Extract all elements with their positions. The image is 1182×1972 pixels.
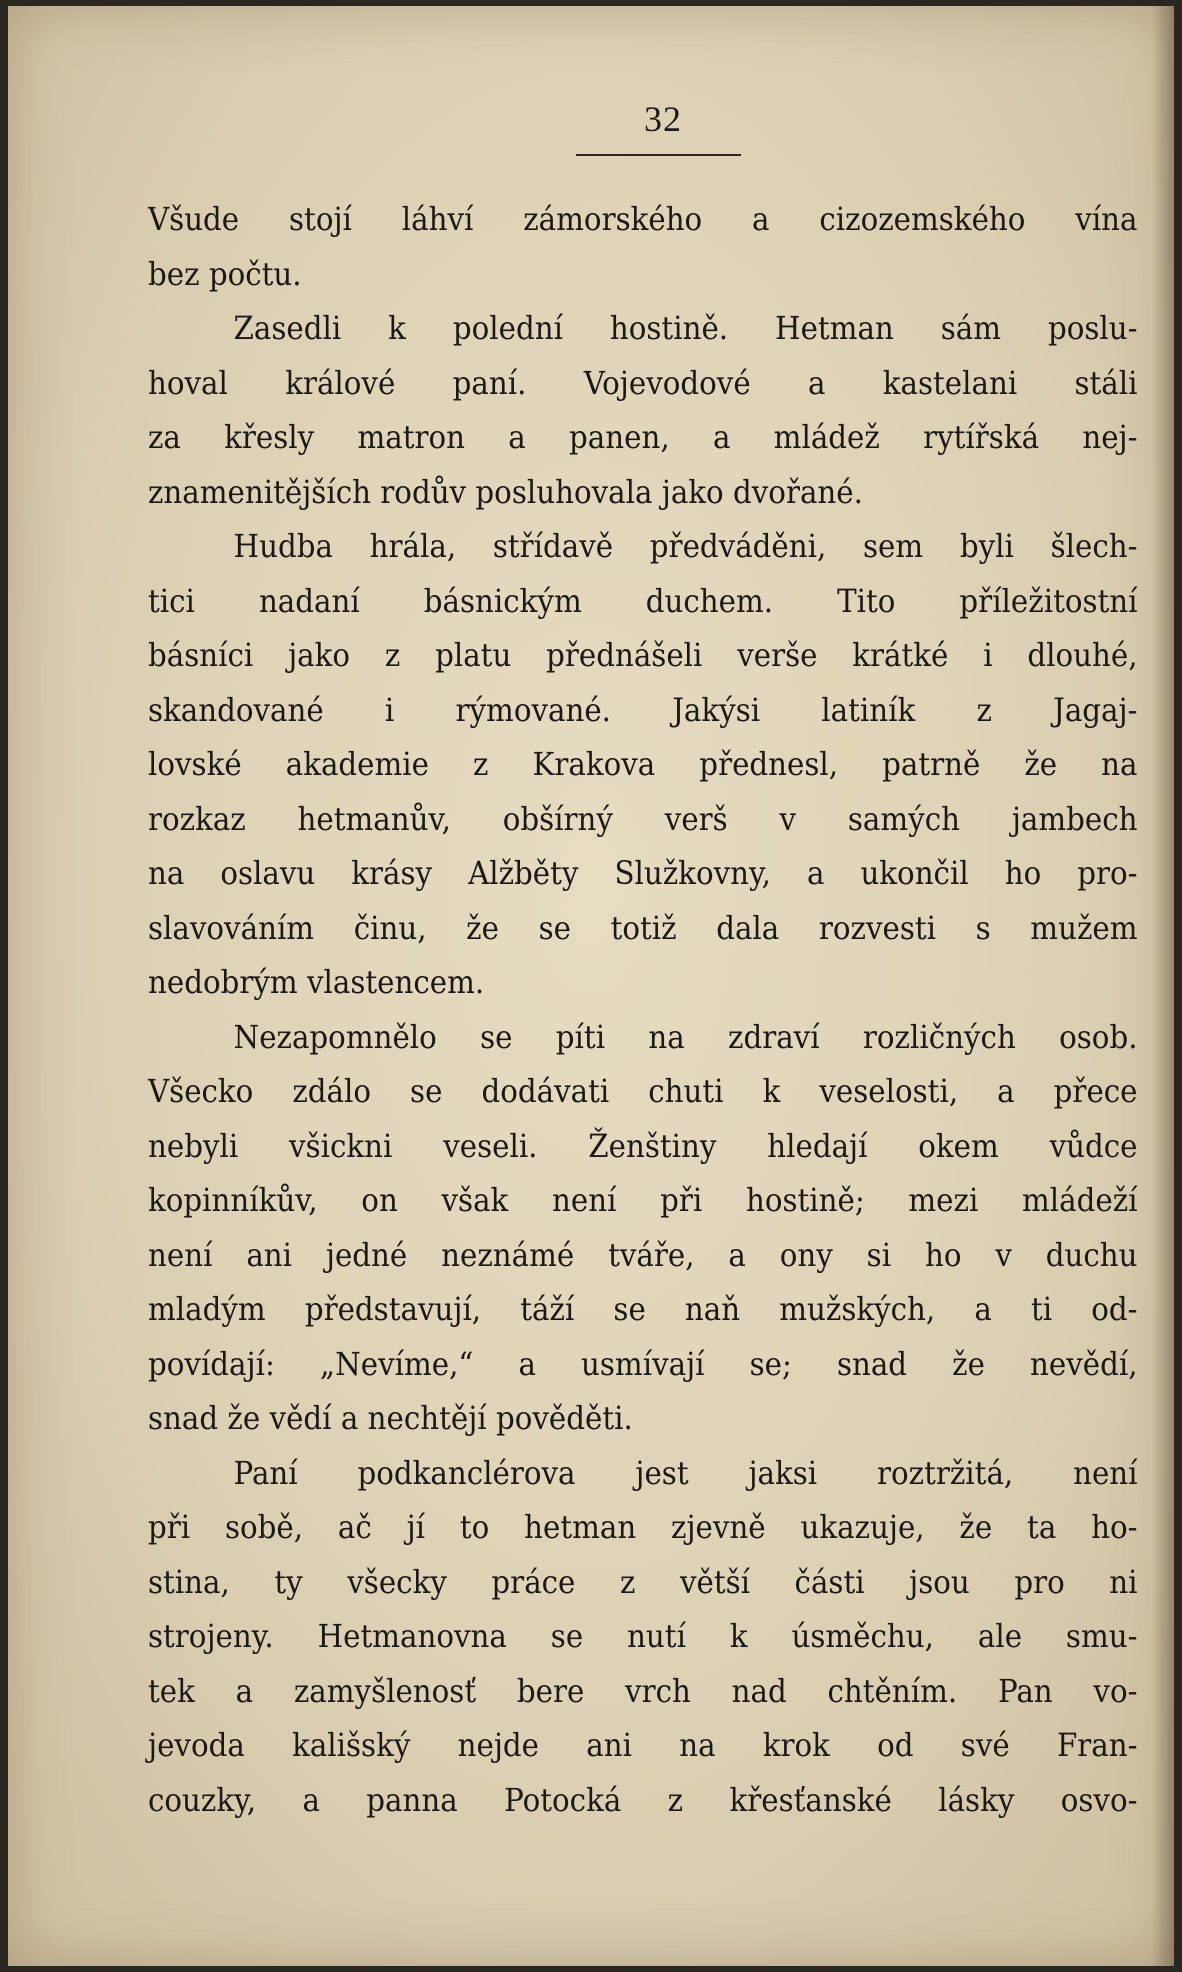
page-edge-shadow — [1152, 6, 1174, 1966]
text-line: couzky, a panna Potocká z křesťanské lásky osvo- — [148, 1782, 1138, 1819]
text-line: kopinníkův, on však není při hostině; mezi mládeží — [148, 1183, 1138, 1219]
text-line: Všude stojí láhví zámorského a cizozemského vína — [148, 202, 1138, 238]
text-line: při sobě, ač jí to hetman zjevně ukazuje, že ta ho- — [148, 1510, 1138, 1546]
text-line: znamenitějších rodův posluhovala jako dvořané. — [148, 474, 863, 511]
text-line: Hudba hrála, střídavě předváděni, sem byli šlech- — [233, 529, 1138, 565]
text-line: není ani jedné neznámé tváře, a ony si ho v duchu — [148, 1237, 1138, 1274]
text-line: tici nadaní básnickým duchem. Tito příležitostní — [148, 583, 1138, 620]
page-text-body — [148, 193, 1138, 1828]
text-line: jevoda kališský nejde ani na krok od své Fran- — [148, 1728, 1138, 1764]
text-line: na oslavu krásy Alžběty Služkovny, a ukončil ho pro- — [148, 856, 1138, 892]
text-line: Zasedli k polední hostině. Hetman sám poslu- — [233, 311, 1138, 347]
text-line: nebyli všickni veseli. Ženštiny hledají okem vůdce — [148, 1128, 1138, 1165]
page-number: 32 — [644, 99, 682, 139]
text-line: povídají: „Nevíme,“ a usmívají se; snad že nevědí, — [148, 1346, 1138, 1383]
text-line: Paní podkanclérova jest jaksi roztržitá, není — [233, 1455, 1138, 1492]
text-line: Nezapomnělo se píti na zdraví rozličných osob. — [233, 1019, 1138, 1056]
text-line: slavováním činu, že se totiž dala rozvesti s mužem — [148, 910, 1138, 947]
page-number-rule — [576, 154, 741, 156]
text-line: básníci jako z platu přednášeli verše krátké i dlouhé, — [148, 638, 1138, 674]
text-line: stina, ty všecky práce z větší části jsou pro ni — [148, 1564, 1138, 1601]
text-line: hoval králové paní. Vojevodové a kastelani stáli — [148, 365, 1138, 402]
text-line: rozkaz hetmanův, obšírný verš v samých jambech — [148, 801, 1138, 838]
text-line: strojeny. Hetmanovna se nutí k úsměchu, ale smu- — [148, 1619, 1138, 1655]
text-line: tek a zamyšlenosť bere vrch nad chtěním. Pan vo- — [148, 1673, 1138, 1710]
text-line: nedobrým vlastencem. — [148, 965, 485, 1001]
text-line: lovské akademie z Krakova přednesl, patrně že na — [148, 747, 1138, 783]
text-line: snad že vědí a nechtějí pověděti. — [148, 1401, 633, 1437]
text-line: Všecko zdálo se dodávati chuti k veselosti, a přece — [148, 1074, 1138, 1110]
text-line: bez počtu. — [148, 256, 302, 293]
text-line: za křesly matron a panen, a mládež rytířská nej- — [148, 420, 1138, 456]
text-line: mladým představují, táží se naň mužských, a ti od- — [148, 1292, 1138, 1328]
book-page — [8, 6, 1174, 1966]
text-line: skandované i rýmované. Jakýsi latiník z Jagaj- — [148, 692, 1138, 729]
